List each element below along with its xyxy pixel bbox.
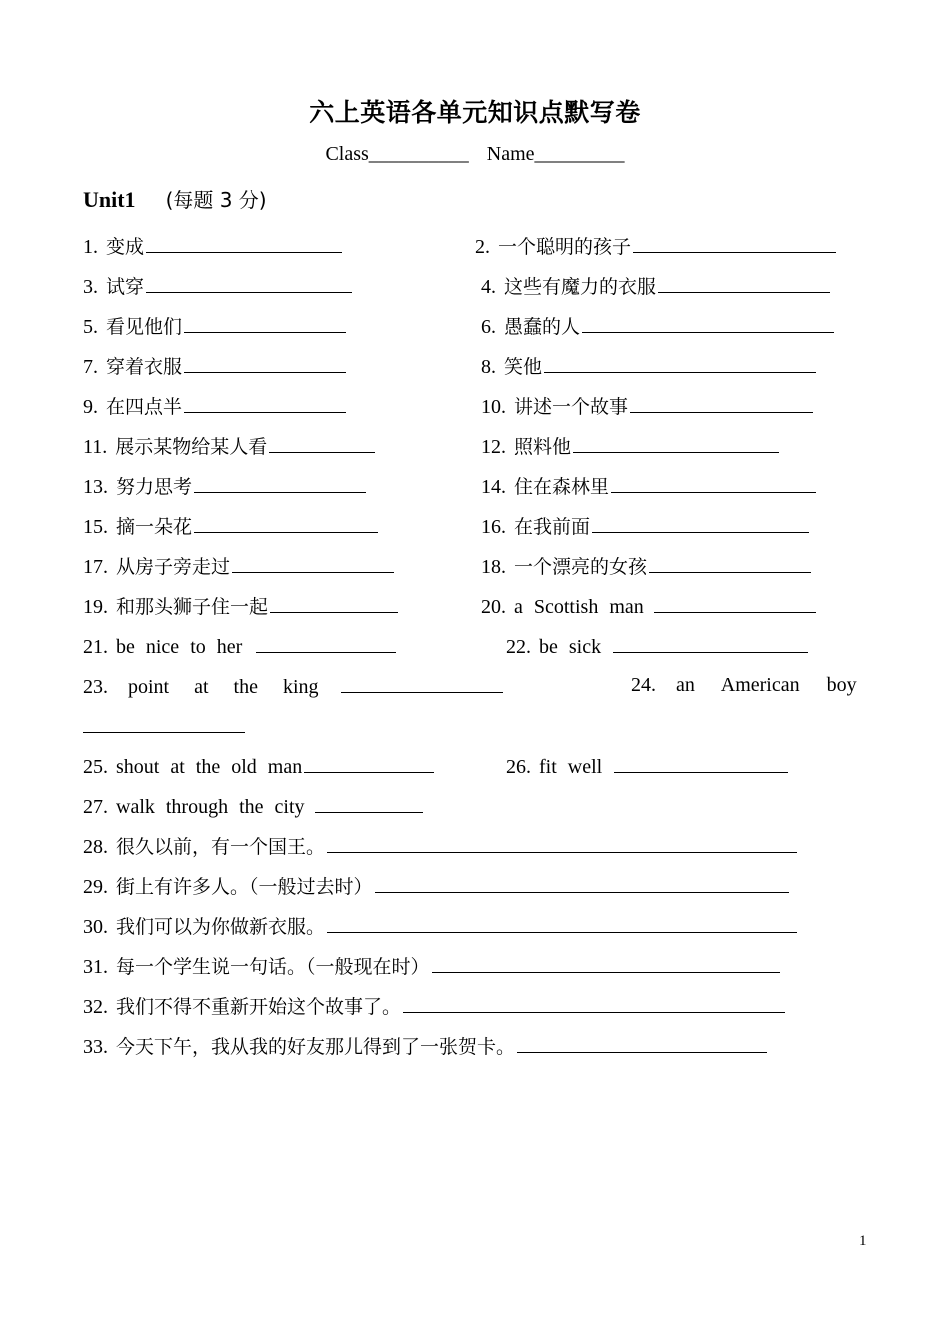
question-number: 13. xyxy=(83,476,108,498)
answer-blank[interactable] xyxy=(614,753,788,773)
question-prompt: 今天下午，我从我的好友那儿得到了一张贺卡。 xyxy=(116,1036,516,1058)
question-prompt: 摘一朵花 xyxy=(116,516,193,538)
question-8 xyxy=(481,353,816,379)
question-number: 30. xyxy=(83,916,108,938)
answer-blank[interactable] xyxy=(573,433,779,453)
question-number: 18. xyxy=(481,556,506,578)
question-26 xyxy=(506,753,788,779)
question-28 xyxy=(83,833,797,859)
question-number: 31. xyxy=(83,956,108,978)
answer-blank[interactable] xyxy=(256,633,396,653)
question-number: 17. xyxy=(83,556,108,578)
question-number: 20. xyxy=(481,596,506,618)
question-number: 12. xyxy=(481,436,506,458)
answer-blank[interactable] xyxy=(633,233,836,253)
answer-blank[interactable] xyxy=(403,993,785,1013)
question-prompt: an American boy xyxy=(676,674,857,696)
question-number: 2. xyxy=(475,236,490,258)
class-name-line xyxy=(0,143,950,166)
question-3 xyxy=(83,273,352,299)
question-number: 33. xyxy=(83,1036,108,1058)
question-prompt: 看见他们 xyxy=(106,316,183,338)
question-22 xyxy=(506,633,808,659)
question-10 xyxy=(481,393,813,419)
question-number: 29. xyxy=(83,876,108,898)
question-9 xyxy=(83,393,346,419)
question-prompt: 展示某物给某人看 xyxy=(115,436,268,458)
question-prompt: be nice to her xyxy=(116,636,243,658)
question-number: 11. xyxy=(83,436,108,458)
question-7 xyxy=(83,353,346,379)
answer-blank[interactable] xyxy=(232,553,394,573)
question-23 xyxy=(83,673,503,699)
unit-title: Unit1 xyxy=(83,187,136,212)
question-prompt: 一个漂亮的女孩 xyxy=(514,556,648,578)
question-prompt: 照料他 xyxy=(514,436,572,458)
question-12 xyxy=(481,433,779,459)
answer-blank[interactable] xyxy=(654,593,816,613)
question-number: 9. xyxy=(83,396,98,418)
question-prompt: 讲述一个故事 xyxy=(514,396,629,418)
question-number: 15. xyxy=(83,516,108,538)
answer-blank[interactable] xyxy=(544,353,816,373)
question-4 xyxy=(481,273,830,299)
question-prompt: 很久以前，有一个国王。 xyxy=(116,836,326,858)
question-number: 19. xyxy=(83,596,108,618)
question-prompt: 变成 xyxy=(106,236,145,258)
answer-blank[interactable] xyxy=(630,393,813,413)
question-number: 21. xyxy=(83,636,108,658)
question-number: 25. xyxy=(83,756,108,778)
question-prompt: 这些有魔力的衣服 xyxy=(504,276,657,298)
question-number: 27. xyxy=(83,796,108,818)
answer-blank[interactable] xyxy=(270,593,398,613)
answer-blank[interactable] xyxy=(341,673,503,693)
question-prompt: 在四点半 xyxy=(106,396,183,418)
question-2 xyxy=(475,233,836,259)
answer-blank[interactable] xyxy=(375,873,789,893)
question-1 xyxy=(83,233,342,259)
question-25 xyxy=(83,753,434,779)
question-number: 26. xyxy=(506,756,531,778)
question-6 xyxy=(481,313,834,339)
question-27 xyxy=(83,793,423,819)
question-24 xyxy=(631,673,857,697)
question-31 xyxy=(83,953,780,979)
question-prompt: walk through the city xyxy=(116,796,305,818)
answer-blank[interactable] xyxy=(611,473,816,493)
answer-blank[interactable] xyxy=(194,473,366,493)
question-prompt: 我们不得不重新开始这个故事了。 xyxy=(116,996,402,1018)
answer-blank[interactable] xyxy=(146,233,342,253)
answer-blank[interactable] xyxy=(184,353,346,373)
answer-blank[interactable] xyxy=(649,553,811,573)
question-prompt: point at the king xyxy=(128,676,319,698)
answer-blank[interactable] xyxy=(315,793,423,813)
class-field[interactable]: Class__________ xyxy=(325,143,469,165)
answer-blank[interactable] xyxy=(517,1033,767,1053)
question-number: 8. xyxy=(481,356,496,378)
answer-blank[interactable] xyxy=(432,953,780,973)
question-29 xyxy=(83,873,789,899)
question-21 xyxy=(83,633,396,659)
question-prompt: 笑他 xyxy=(504,356,543,378)
answer-blank[interactable] xyxy=(304,753,434,773)
question-prompt: 住在森林里 xyxy=(514,476,610,498)
answer-blank[interactable] xyxy=(146,273,352,293)
answer-blank[interactable] xyxy=(269,433,375,453)
question-number: 5. xyxy=(83,316,98,338)
question-prompt: fit well xyxy=(539,756,603,778)
question-prompt: 愚蠢的人 xyxy=(504,316,581,338)
question-number: 16. xyxy=(481,516,506,538)
page-title: 六上英语各单元知识点默写卷 xyxy=(309,98,641,127)
question-number: 24. xyxy=(631,674,656,696)
name-field[interactable]: Name_________ xyxy=(486,143,625,165)
question-19 xyxy=(83,593,398,619)
question-prompt: a Scottish man xyxy=(514,596,644,618)
question-prompt: 我们可以为你做新衣服。 xyxy=(116,916,326,938)
question-prompt: 努力思考 xyxy=(116,476,193,498)
question-prompt: 试穿 xyxy=(106,276,145,298)
question-30 xyxy=(83,913,797,939)
question-number: 7. xyxy=(83,356,98,378)
answer-blank[interactable] xyxy=(184,393,346,413)
question-prompt: shout at the old man xyxy=(116,756,303,778)
question-18 xyxy=(481,553,811,579)
question-number: 6. xyxy=(481,316,496,338)
unit-score: (每题 3 分) xyxy=(165,188,267,212)
question-number: 28. xyxy=(83,836,108,858)
question-number: 1. xyxy=(83,236,98,258)
answer-blank[interactable] xyxy=(327,833,797,853)
answer-blank[interactable] xyxy=(582,313,834,333)
question-prompt: 穿着衣服 xyxy=(106,356,183,378)
question-number: 22. xyxy=(506,636,531,658)
question-15 xyxy=(83,513,378,539)
question-prompt: 街上有许多人。（一般过去时） xyxy=(116,876,373,898)
question-11 xyxy=(83,433,375,459)
question-prompt: 从房子旁走过 xyxy=(116,556,231,578)
question-prompt: 在我前面 xyxy=(514,516,591,538)
question-number: 4. xyxy=(481,276,496,298)
question-14 xyxy=(481,473,816,499)
answer-blank[interactable] xyxy=(592,513,809,533)
question-number: 32. xyxy=(83,996,108,1018)
answer-blank[interactable] xyxy=(83,713,245,733)
question-prompt: 一个聪明的孩子 xyxy=(498,236,632,258)
question-24-answer xyxy=(83,713,245,739)
question-33 xyxy=(83,1033,767,1059)
question-17 xyxy=(83,553,394,579)
answer-blank[interactable] xyxy=(194,513,378,533)
question-number: 23. xyxy=(83,676,108,698)
question-number: 14. xyxy=(481,476,506,498)
question-16 xyxy=(481,513,809,539)
question-prompt: be sick xyxy=(539,636,602,658)
answer-blank[interactable] xyxy=(184,313,346,333)
question-number: 10. xyxy=(481,396,506,418)
page-number: 1 xyxy=(859,1233,867,1249)
unit-heading xyxy=(83,184,267,213)
question-prompt: 和那头狮子住一起 xyxy=(116,596,269,618)
question-prompt: 每一个学生说一句话。（一般现在时） xyxy=(116,956,430,978)
question-13 xyxy=(83,473,366,499)
answer-blank[interactable] xyxy=(658,273,830,293)
question-20 xyxy=(481,593,816,619)
question-32 xyxy=(83,993,785,1019)
answer-blank[interactable] xyxy=(613,633,808,653)
question-5 xyxy=(83,313,346,339)
question-number: 3. xyxy=(83,276,98,298)
answer-blank[interactable] xyxy=(327,913,797,933)
